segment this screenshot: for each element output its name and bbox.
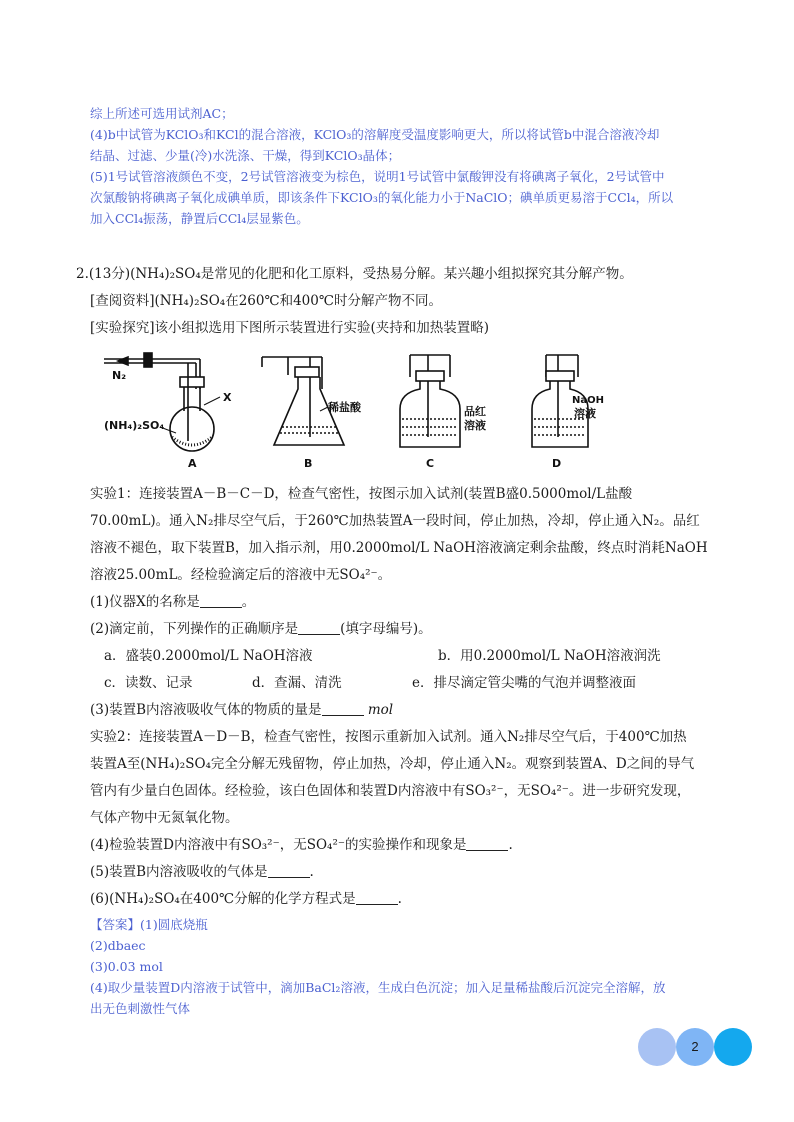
- exp2-line: 管内有少量白色固体。经检验，该白色固体和装置D内溶液中有SO₃²⁻，无SO₄²⁻。进一步研究发现，: [90, 783, 691, 799]
- sub-question-4-text: (4)检验装置D内溶液中有SO₃²⁻，无SO₄²⁻的实验操作和现象是: [90, 837, 467, 853]
- apparatus-a: [104, 353, 220, 451]
- answer-blank: [322, 701, 364, 716]
- d-reagent-label-1: NaOH: [572, 395, 604, 406]
- answer-line: 次氯酸钠将碘离子氧化成碘单质，即该条件下KClO₃的氧化能力小于NaClO；碘单质更易溶于CCl₄，所以: [90, 190, 674, 205]
- answer-2: (2)dbaec: [90, 938, 146, 953]
- apparatus-c: [400, 355, 460, 447]
- nh4so4-label: (NH₄)₂SO₄: [104, 419, 165, 432]
- page-badge: [638, 1028, 752, 1066]
- answer-line: (4)b中试管为KClO₃和KCl的混合溶液，KClO₃的溶解度受温度影响更大，所以将试管b中混合溶液冷却: [90, 127, 660, 142]
- sub-question-3-text: (3)装置B内溶液吸收气体的物质的量是: [90, 702, 322, 718]
- exp1-line: 溶液25.00mL。经检验滴定后的溶液中无SO₄²⁻。: [90, 567, 392, 583]
- experiment-intro: [实验探究]该小组拟选用下图所示装置进行实验(夹持和加热装置略): [90, 320, 490, 336]
- x-label: X: [223, 391, 232, 404]
- reference-info: [查阅资料](NH₄)₂SO₄在260℃和400℃时分解产物不同。: [90, 293, 442, 309]
- d-reagent-label-2: 溶液: [574, 407, 596, 420]
- sub-question-1-text: (1)仪器X的名称是: [90, 594, 200, 610]
- exp2-line: 装置A至(NH₄)₂SO₄完全分解无残留物，停止加热，冷却，停止通入N₂。观察到装置A、D之间的导气: [90, 756, 695, 772]
- badge-circle-left: [638, 1028, 676, 1066]
- answer-1: [90, 915, 208, 935]
- question-title: 2.(13分)(NH₄)₂SO₄是常见的化肥和化工原料，受热易分解。某兴趣小组拟探究其分解产物。: [76, 266, 633, 282]
- answer-4-line: (4)取少量装置D内溶液于试管中，滴加BaCl₂溶液，生成白色沉淀；加入足量稀盐酸后沉淀完全溶解，放: [90, 980, 666, 995]
- exp1-line: 70.00mL)。通入N₂排尽空气后，于260℃加热装置A一段时间，停止加热，冷却，停止通入N₂。品红: [90, 513, 700, 529]
- answer-line: (5)1号试管溶液颜色不变，2号试管溶液变为棕色，说明1号试管中氯酸钾没有将碘离子氧化，2号试管中: [90, 169, 665, 184]
- answer-3: (3)0.03 mol: [90, 959, 163, 974]
- sub-question-2-tail: (填字母编号)。: [340, 621, 432, 637]
- label-b: B: [304, 457, 313, 470]
- answer-line: 加入CCl₄振荡，静置后CCl₄层显紫色。: [90, 211, 309, 226]
- c-reagent-label-1: 品红: [464, 405, 486, 418]
- option-c: c．读数、记录: [104, 675, 193, 691]
- option-a: a．盛装0.2000mol/L NaOH溶液: [104, 648, 313, 664]
- sub-question-1: (1)仪器X的名称是 。: [90, 594, 256, 610]
- b-reagent-label: 稀盐酸: [328, 401, 361, 414]
- option-d: d．查漏、清洗: [252, 675, 342, 691]
- answer-1-text: (1)圆底烧瓶: [140, 917, 208, 932]
- answer-blank: [466, 836, 508, 851]
- sub-question-6-text: (6)(NH₄)₂SO₄在400℃分解的化学方程式是: [90, 891, 356, 907]
- answer-blank: [356, 890, 398, 905]
- exp1-line: 实验1：连接装置A－B－C－D，检查气密性，按图示加入试剂(装置B盛0.5000mol/L盐酸: [90, 486, 633, 502]
- label-a: A: [188, 457, 197, 470]
- exp1-line: 溶液不褪色，取下装置B，加入指示剂，用0.2000mol/L NaOH溶液滴定剩余盐酸，终点时消耗NaOH: [90, 540, 708, 556]
- c-reagent-label-2: 溶液: [464, 419, 486, 432]
- unit: mol: [367, 702, 394, 718]
- exp2-line: 实验2：连接装置A－D－B，检查气密性，按图示重新加入试剂。通入N₂排尽空气后，于400℃加热: [90, 729, 687, 745]
- label-c: C: [426, 457, 435, 470]
- answer-line: 综上所述可选用试剂AC；: [90, 106, 234, 121]
- answer-4-line: 出无色刺激性气体: [90, 1001, 191, 1016]
- option-b: b．用0.2000mol/L NaOH溶液润洗: [438, 648, 661, 664]
- sub-question-6: (6)(NH₄)₂SO₄在400℃分解的化学方程式是 .: [90, 891, 402, 907]
- sub-question-4: (4)检验装置D内溶液中有SO₃²⁻，无SO₄²⁻的实验操作和现象是 .: [90, 837, 513, 853]
- sub-question-5: (5)装置B内溶液吸收的气体是 .: [90, 864, 314, 880]
- answer-blank: [298, 620, 340, 635]
- option-e: e．排尽滴定管尖嘴的气泡并调整液面: [412, 675, 636, 691]
- answer-line: 结晶、过滤、少量(冷)水洗涤、干燥，得到KClO₃晶体；: [90, 148, 401, 163]
- page-number: 2: [676, 1028, 714, 1066]
- answer-blank: [268, 863, 310, 878]
- n2-label: N₂: [112, 369, 127, 382]
- sub-question-5-text: (5)装置B内溶液吸收的气体是: [90, 864, 268, 880]
- answer-tag: 【答案】: [90, 917, 141, 932]
- apparatus-diagram: [100, 349, 604, 473]
- sub-question-2: [90, 619, 432, 639]
- exp2-line: 气体产物中无氮氧化物。: [90, 810, 239, 826]
- answer-blank: [200, 593, 242, 608]
- apparatus-figure: [100, 349, 604, 473]
- label-d: D: [552, 457, 562, 470]
- badge-circle-right: [714, 1028, 752, 1066]
- sub-question-3: [90, 700, 393, 720]
- sub-question-2-text: (2)滴定前，下列操作的正确顺序是: [90, 621, 299, 637]
